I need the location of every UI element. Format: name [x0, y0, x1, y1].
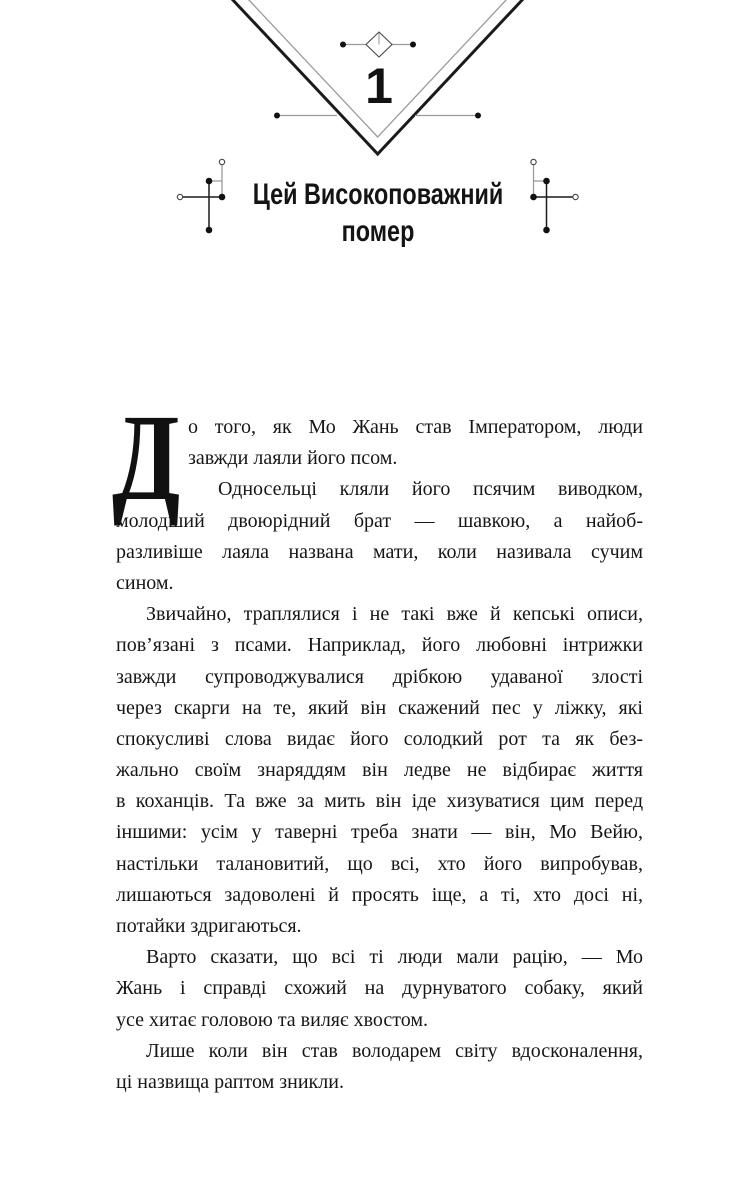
body-line: молодший двоюрідний брат — шавкою, а найоб- — [116, 509, 643, 532]
body-line: в коханців. Та вже за мить він іде хизуватися цим перед — [116, 790, 643, 813]
body-line: лишаються задоволені й просять іще, а ті, хто досі ні, — [116, 883, 643, 906]
body-line: іншими: усім у таверні треба знати — він, Мо Вейю, — [116, 821, 643, 844]
body-line: настільки талановитий, що всі, хто його випробував, — [116, 852, 643, 875]
body-line: спокусливі слова видає його солодкий рот та як без- — [116, 727, 643, 750]
body-line: пов’язані з псами. Наприклад, його любовні інтрижки — [116, 634, 643, 657]
body-line: через скарги на те, який він скажений пес у ліжку, які — [116, 696, 643, 719]
body-line: Варто сказати, що всі ті люди мали рацію, — Мо — [146, 946, 643, 969]
body-line: усе хитає головою та виляє хвостом. — [116, 1008, 429, 1031]
body-line: завжди супроводжувалися дрібкою удаваної злості — [116, 665, 643, 688]
drop-cap: Д — [112, 389, 181, 526]
chapter-title-line1: Цей Високоповажний — [252, 178, 504, 211]
body-line: разливіше лаяла названа мати, коли називала сучим — [116, 540, 643, 563]
body-line: Жань і справді схожий на дурнуватого собаку, який — [116, 977, 643, 1000]
chapter-number: 1 — [365, 58, 393, 114]
chapter-title — [0, 176, 756, 250]
body-line: Звичайно, траплялися і не такі вже й кепські описи, — [146, 603, 643, 626]
body-line: жально своїм знаряддям він ледве не відбирає життя — [116, 759, 643, 782]
body-line: Односельці кляли його псячим виводком, — [218, 478, 643, 501]
body-line: ці назвища раптом зникли. — [116, 1070, 344, 1093]
body-line: потайки здригаються. — [116, 915, 302, 937]
body-line: о того, як Мо Жань став Імператором, люди — [188, 416, 643, 438]
body-text — [116, 412, 643, 1098]
diamond-finial-icon — [340, 32, 416, 57]
body-line: Лише коли він став володарем світу вдосконалення, — [146, 1039, 643, 1062]
body-line: сином. — [116, 571, 174, 594]
body-line: завжди лаяли його псом. — [188, 447, 398, 470]
chapter-title-line2: помер — [341, 215, 415, 248]
